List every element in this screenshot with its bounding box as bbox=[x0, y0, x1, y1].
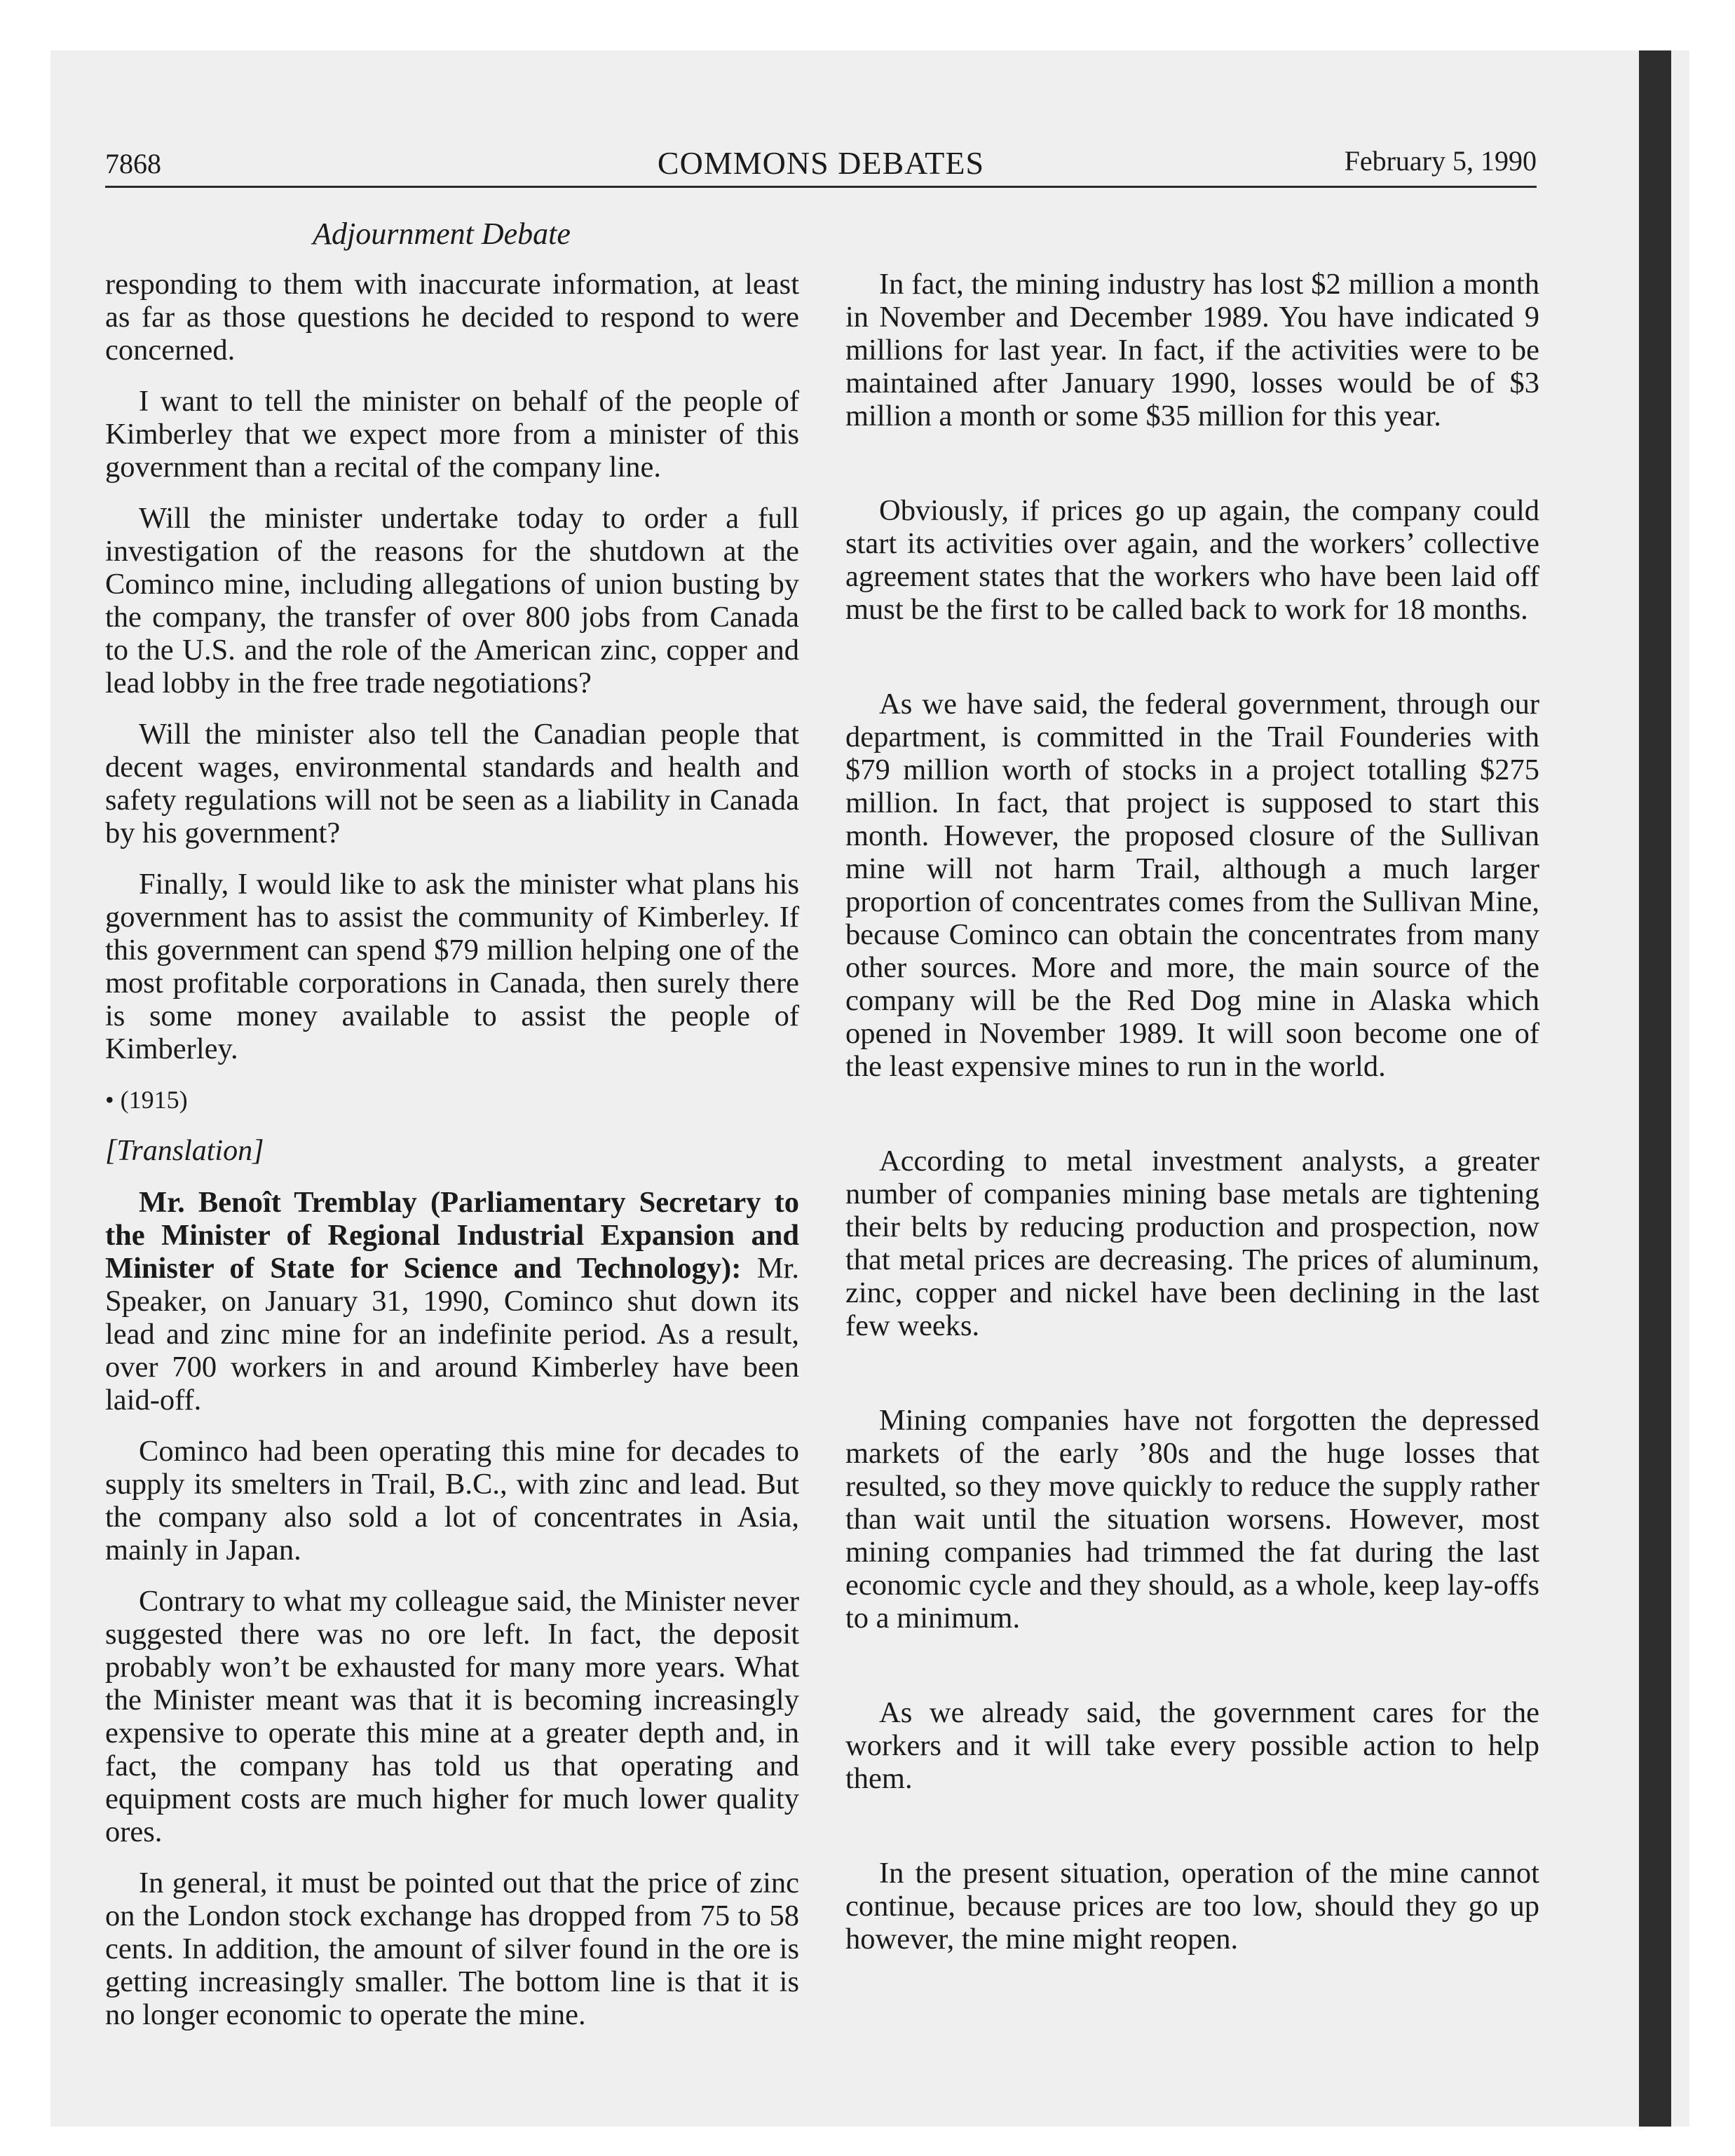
publication-title: COMMONS DEBATES bbox=[657, 145, 985, 181]
paragraph: Cominco had been operating this mine for decades to supply its smelters in Trail, B.C., with zinc and lead. But the company also sold a lot of concentrates in Asia, mainly in Japan. bbox=[105, 1435, 799, 1567]
speaker-paragraph bbox=[105, 1186, 799, 1417]
speaker-text: Mr. Speaker, on January 31, 1990, Cominco shut down its lead and zinc mine for an indefinite period. As a result, over 700 workers in and around Kimberley have been laid-off. bbox=[105, 1252, 799, 1417]
paragraph: Finally, I would like to ask the minister what plans his government has to assist the community of Kimberley. If this government can spend $79 million helping one of the most profitable corporations in Canada, then surely there is some money available to assist the people of Kimberley. bbox=[105, 868, 799, 1065]
right-column bbox=[845, 268, 1539, 2017]
page-spine-shadow bbox=[1639, 50, 1671, 2127]
time-marker: • (1915) bbox=[105, 1086, 188, 1114]
paragraph: In general, it must be pointed out that the price of zinc on the London stock exchange has dropped from 75 to 58 cents. In addition, the amount of silver found in the ore is getting increasingly smaller. The bottom line is that it is no longer economic to operate the mine. bbox=[105, 1867, 799, 2031]
paragraph: Mining companies have not forgotten the depressed markets of the early ’80s and the huge losses that resulted, so they move quickly to reduce the supply rather than wait until the situation worsens. However, most mining companies had trimmed the fat during the last economic cycle and they should, as a whole, keep lay-offs to a minimum. bbox=[845, 1404, 1539, 1635]
paragraph: Will the minister also tell the Canadian people that decent wages, environmental standards and health and safety regulations will not be seen as a liability in Canada by his government? bbox=[105, 718, 799, 850]
paragraph: Obviously, if prices go up again, the company could start its activities over again, and the workers’ collective agreement states that the workers who have been laid off must be the first to be called back to work for 18 months. bbox=[845, 494, 1539, 626]
paragraph: As we have said, the federal government, through our department, is committed in the Trail Founderies with $79 million worth of stocks in a project totalling $275 million. In fact, that project is supposed to start this month. However, the proposed closure of the Sullivan mine will not harm Trail, although a much larger proportion of concentrates comes from the Sullivan Mine, because Cominco can obtain the concentrates from many other sources. More and more, the main source of the company will be the Red Dog mine in Alaska which opened in November 1989. It will soon become one of the least expensive mines to run in the world. bbox=[845, 688, 1539, 1083]
paragraph: Will the minister undertake today to order a full investigation of the reasons for the shutdown at the Cominco mine, including allegations of union busting by the company, the transfer of over 800 jobs from Canada to the U.S. and the role of the American zinc, copper and lead lobby in the free trade negotiations? bbox=[105, 502, 799, 700]
paragraph: In the present situation, operation of the mine cannot continue, because prices are too low, should they go up however, the mine might reopen. bbox=[845, 1857, 1539, 1956]
header-date: February 5, 1990 bbox=[1344, 145, 1537, 177]
paragraph: responding to them with inaccurate information, at least as far as those questions he decided to respond to were concerned. bbox=[105, 268, 799, 367]
header-rule bbox=[105, 186, 1537, 188]
translation-marker: [Translation] bbox=[105, 1135, 264, 1167]
paragraph: According to metal investment analysts, a greater number of companies mining base metals are tightening their belts by reducing production and prospection, now that metal prices are decreasing. The prices of aluminum, zinc, copper and nickel have been declining in the last few weeks. bbox=[845, 1145, 1539, 1342]
section-title: Adjournment Debate bbox=[313, 217, 571, 251]
paragraph: As we already said, the government cares for the workers and it will take every possible action to help them. bbox=[845, 1696, 1539, 1795]
page-header bbox=[105, 140, 1537, 182]
left-column bbox=[105, 268, 799, 2049]
paragraph: In fact, the mining industry has lost $2 million a month in November and December 1989. You have indicated 9 millions for last year. In fact, if the activities were to be maintained after January 1990, losses would be of $3 million a month or some $35 million for this year. bbox=[845, 268, 1539, 432]
speaker-name: Mr. Benoît Tremblay (Parliamentary Secretary to the Minister of Regional Industrial Expansion and Minister of State for Science and Technology): bbox=[105, 1186, 799, 1285]
page-number: 7868 bbox=[105, 148, 161, 179]
paragraph: Contrary to what my colleague said, the Minister never suggested there was no ore left. In fact, the deposit probably won’t be exhausted for many more years. What the Minister meant was that it is becoming increasingly expensive to operate this mine at a greater depth and, in fact, the company has told us that operating and equipment costs are much higher for much lower quality ores. bbox=[105, 1585, 799, 1848]
paragraph: I want to tell the minister on behalf of the people of Kimberley that we expect more from a minister of this government than a recital of the company line. bbox=[105, 385, 799, 484]
